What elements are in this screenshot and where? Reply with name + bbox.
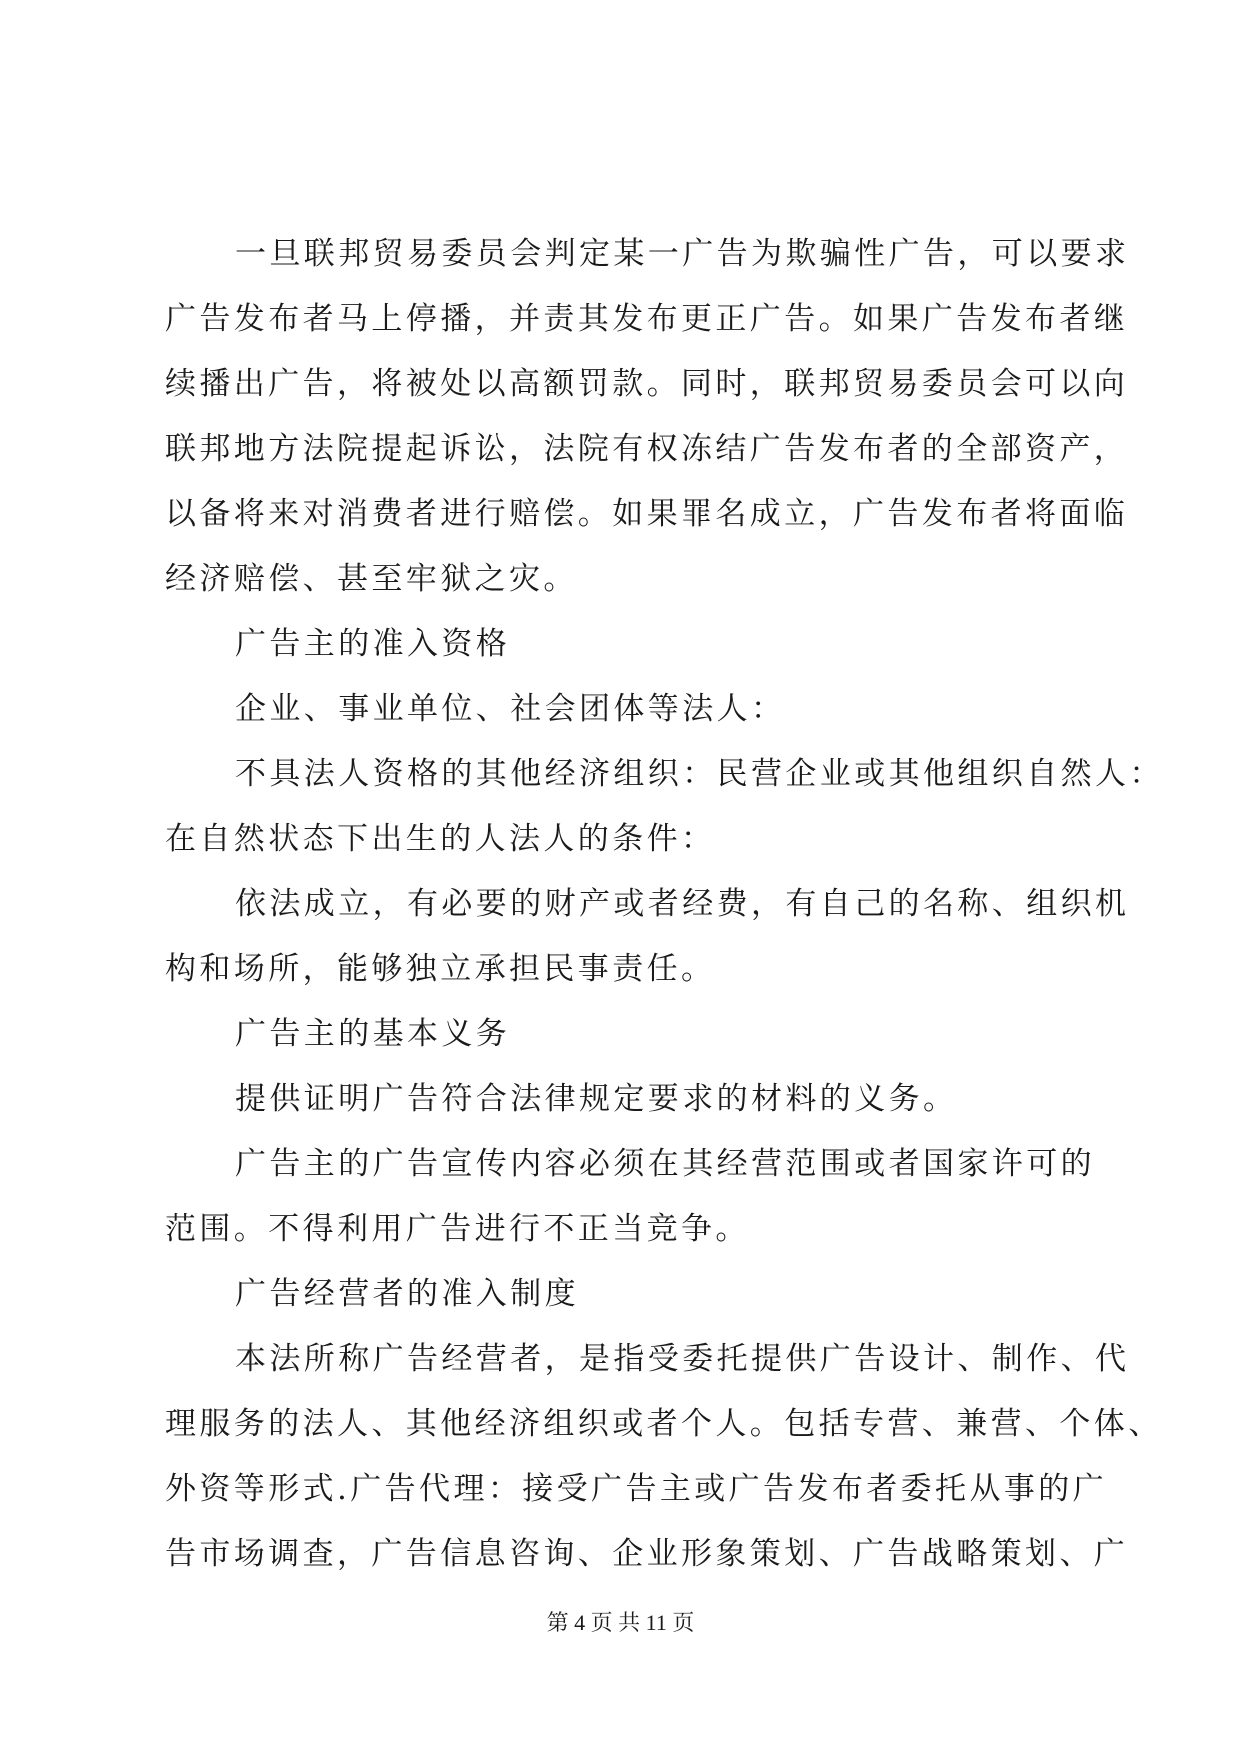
text-line: 理服务的法人、其他经济组织或者个人。包括专营、兼营、个体、	[165, 1406, 1163, 1442]
body-text	[165, 232, 1164, 1597]
text-line: 不具法人资格的其他经济组织：民营企业或其他组织自然人：	[235, 756, 1164, 792]
text-line: 企业、事业单位、社会团体等法人：	[235, 691, 786, 727]
text-line: 一旦联邦贸易委员会判定某一广告为欺骗性广告，可以要求	[235, 236, 1130, 272]
text-line: 外资等形式.广告代理：接受广告主或广告发布者委托从事的广	[165, 1471, 1108, 1507]
text-line: 范围。不得利用广告进行不正当竞争。	[165, 1211, 750, 1247]
text-line: 续播出广告，将被处以高额罚款。同时，联邦贸易委员会可以向	[165, 366, 1129, 402]
text-line: 在自然状态下出生的人法人的条件：	[165, 821, 716, 857]
page-number-footer: 第 4 页 共 11 页	[546, 1610, 695, 1635]
text-line: 依法成立，有必要的财产或者经费，有自己的名称、组织机	[235, 886, 1130, 922]
text-line: 广告发布者马上停播，并责其发布更正广告。如果广告发布者继	[165, 301, 1129, 337]
text-line: 广告主的广告宣传内容必须在其经营范围或者国家许可的	[235, 1146, 1095, 1182]
text-line: 告市场调查，广告信息咨询、企业形象策划、广告战略策划、广	[165, 1536, 1129, 1572]
section-heading: 广告经营者的准入制度	[235, 1276, 579, 1312]
section-heading: 广告主的准入资格	[235, 626, 511, 662]
section-heading: 广告主的基本义务	[235, 1016, 511, 1052]
text-line: 本法所称广告经营者，是指受委托提供广告设计、制作、代	[235, 1341, 1130, 1377]
text-line: 经济赔偿、甚至牢狱之灾。	[165, 561, 578, 597]
text-line: 以备将来对消费者进行赔偿。如果罪名成立，广告发布者将面临	[165, 496, 1129, 532]
text-line: 构和场所，能够独立承担民事责任。	[165, 951, 716, 987]
text-line: 联邦地方法院提起诉讼，法院有权冻结广告发布者的全部资产，	[165, 431, 1129, 467]
text-line: 提供证明广告符合法律规定要求的材料的义务。	[235, 1081, 958, 1117]
